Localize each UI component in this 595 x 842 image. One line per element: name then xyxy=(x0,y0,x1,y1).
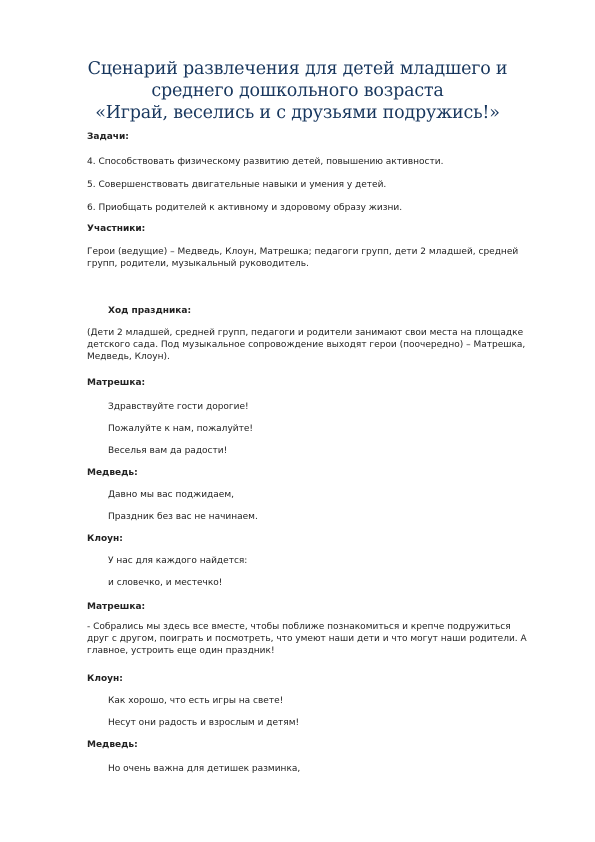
section-heading: Задачи: xyxy=(87,132,129,142)
paragraph: Несут они радость и взрослым и детям! xyxy=(108,718,300,728)
section-heading: Клоун: xyxy=(87,534,123,544)
paragraph: Давно мы вас поджидаем, xyxy=(108,490,234,500)
paragraph: 5. Совершенствовать двигательные навыки и умения у детей. xyxy=(87,180,387,190)
paragraph: - Собрались мы здесь все вместе, чтобы поближе познакомиться и крепче подружиться друг с другом, поиграть и посмотреть, что умеют наши дети и что могут наши родители. А главное, устроить еще один праздник! xyxy=(87,622,527,656)
section-heading: Матрешка: xyxy=(87,378,146,388)
paragraph: У нас для каждого найдется: xyxy=(108,556,248,566)
section-heading: Ход праздника: xyxy=(108,306,192,316)
paragraph: 6. Приобщать родителей к активному и здоровому образу жизни. xyxy=(87,203,403,213)
section-heading: Матрешка: xyxy=(87,602,146,612)
paragraph: Как хорошо, что есть игры на свете! xyxy=(108,696,284,706)
paragraph: Но очень важна для детишек разминка, xyxy=(108,764,301,774)
section-heading: Клоун: xyxy=(87,674,123,684)
paragraph: и словечко, и местечко! xyxy=(108,578,223,588)
paragraph: 4. Способствовать физическому развитию детей, повышению активности. xyxy=(87,157,444,167)
paragraph: Здравствуйте гости дорогие! xyxy=(108,402,249,412)
paragraph: Веселья вам да радости! xyxy=(108,446,228,456)
paragraph: Пожалуйте к нам, пожалуйте! xyxy=(108,424,254,434)
section-heading: Медведь: xyxy=(87,740,138,750)
document-title xyxy=(60,58,535,124)
paragraph: (Дети 2 младшей, средней групп, педагоги и родители занимают свои места на площадке детского сада. Под музыкальное сопровождение выходят герои (поочередно) – Матрешка, Медведь, Клоун). xyxy=(87,328,526,362)
title-line-2: среднего дошкольного возраста xyxy=(151,81,444,101)
title-line-3: «Играй, веселись и с друзьями подружись!» xyxy=(95,103,500,123)
paragraph: Герои (ведущие) – Медведь, Клоун, Матрешка; педагоги групп, дети 2 младшей, средней групп, родители, музыкальный руководитель. xyxy=(87,247,519,269)
paragraph: Праздник без вас не начинаем. xyxy=(108,512,258,522)
section-heading: Участники: xyxy=(87,224,146,234)
section-heading: Медведь: xyxy=(87,468,138,478)
title-line-1: Сценарий развлечения для детей младшего и xyxy=(87,59,508,79)
